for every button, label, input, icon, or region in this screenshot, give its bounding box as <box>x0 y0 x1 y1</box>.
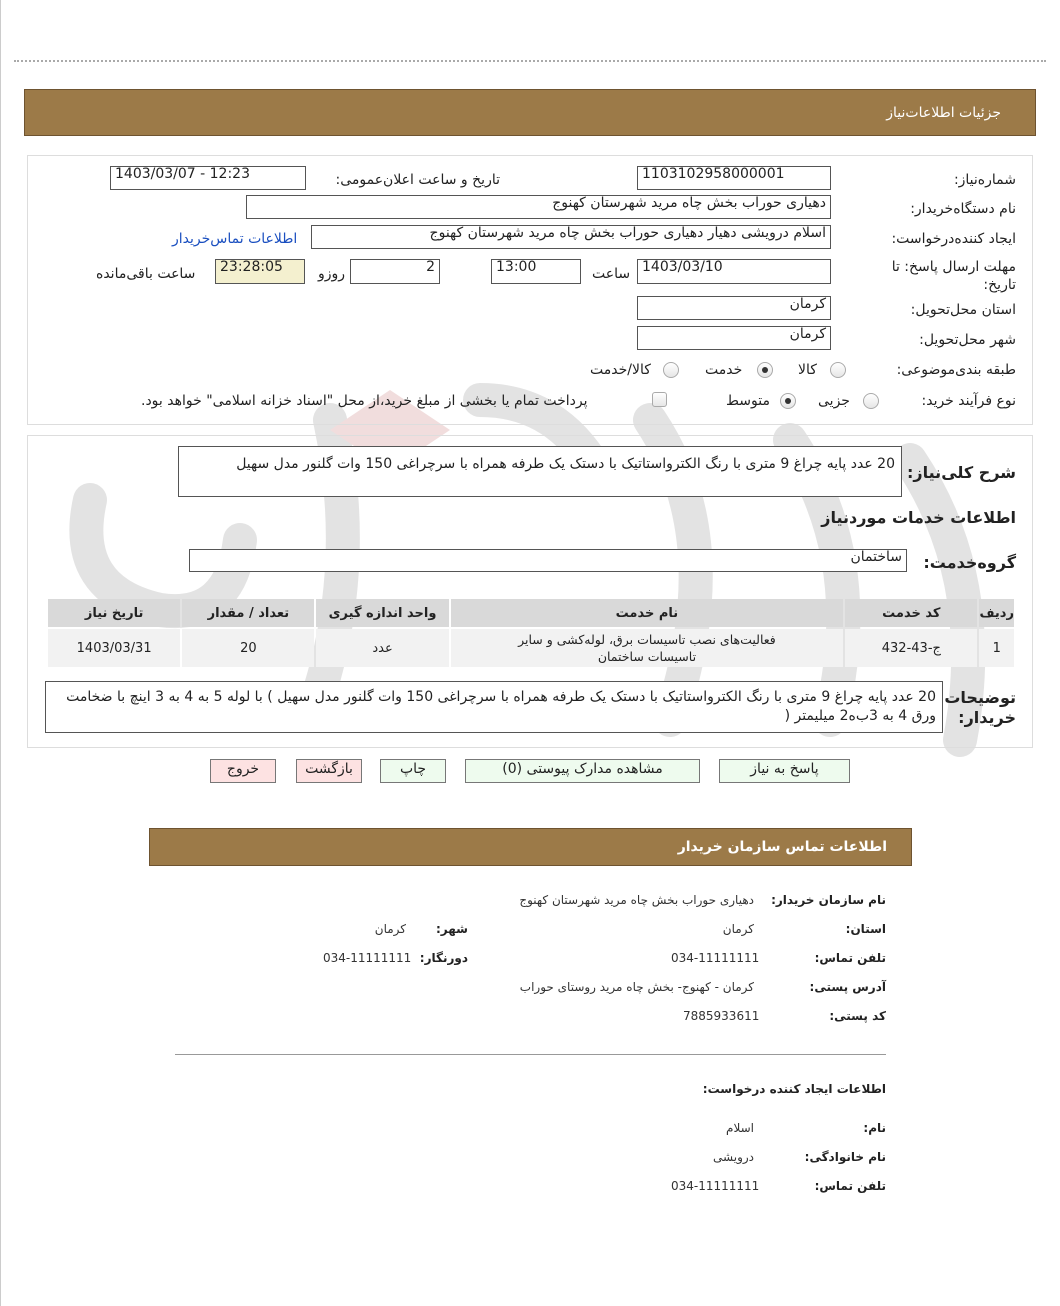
deadline-time-field: 13:00 <box>491 259 581 284</box>
contact-city-label: شهر: <box>436 922 468 936</box>
col-qty: تعداد / مقدار <box>182 599 314 627</box>
services-table-header <box>48 599 1014 627</box>
contact-fax-label: دورنگار: <box>419 951 468 965</box>
contact-org-value: دهیاری حوراب بخش چاه مرید شهرستان کهنوج <box>519 893 754 907</box>
buyer-org-field: دهیاری حوراب بخش چاه مرید شهرستان کهنوج <box>246 195 831 219</box>
process-radio-minor[interactable] <box>863 393 879 409</box>
category-radio-goods[interactable] <box>830 362 846 378</box>
print-button[interactable]: چاپ <box>380 759 446 783</box>
contact-address-label: آدرس پستی: <box>809 980 886 994</box>
services-table <box>46 597 1016 669</box>
process-radio-medium[interactable] <box>780 393 796 409</box>
creator-field: اسلام درویشی دهیار دهیاری حوراب بخش چاه مرید شهرستان کهنوج <box>311 225 831 249</box>
buyer-notes-text: 20 عدد پایه چراغ 9 متری با رنگ الکترواستاتیک با دستک یک طرفه همراه با سرچراغی 150 وات گلنور مدل سهیل ) با لوله 5 به 4 به 3 اینچ با ضخامت ورق 4 به 3ب‌ه2 میلیمتر ( <box>45 681 943 733</box>
remaining-label: ساعت باقی‌مانده <box>96 266 196 282</box>
creator-first-name-value: اسلام <box>726 1121 754 1135</box>
cell-date: 1403/03/31 <box>48 629 180 667</box>
process-label: نوع فرآیند خرید: <box>921 393 1016 409</box>
buyer-org-label: نام دستگاه‌خریدار: <box>910 201 1016 217</box>
col-date: تاریخ نیاز <box>48 599 180 627</box>
city-label: شهر محل‌تحویل: <box>919 332 1016 348</box>
creator-last-name-label: نام خانوادگی: <box>804 1150 886 1164</box>
deadline-date-field: 1403/03/10 <box>637 259 831 284</box>
category-option-service: خدمت <box>705 362 743 378</box>
announce-field: 1403/03/07 - 12:23 <box>110 166 306 190</box>
services-section-title: اطلاعات خدمات موردنیاز <box>821 508 1016 527</box>
category-radio-goods-service[interactable] <box>663 362 679 378</box>
process-option-minor: جزیی <box>818 393 850 409</box>
province-label: استان محل‌تحویل: <box>910 302 1016 318</box>
announce-label: تاریخ و ساعت اعلان‌عمومی: <box>335 172 500 188</box>
col-unit: واحد اندازه گیری <box>316 599 448 627</box>
page-header <box>24 89 1036 136</box>
buyer-notes-label: توضیحات خریدار: <box>944 688 1016 727</box>
cell-name: فعالیت‌های نصب تاسیسات برق، لوله‌کشی و سایر تاسیسات ساختمان <box>451 629 844 667</box>
cell-qty: 20 <box>182 629 314 667</box>
creator-info-title: اطلاعات ایجاد کننده درخواست: <box>702 1082 886 1096</box>
need-number-label: شماره‌نیاز: <box>953 172 1016 188</box>
days-field: 2 <box>350 259 440 284</box>
remaining-time-field: 23:28:05 <box>215 259 305 284</box>
category-radio-service[interactable] <box>757 362 773 378</box>
contact-province-value: کرمان <box>722 922 754 936</box>
table-row <box>48 629 1014 667</box>
province-field: کرمان <box>637 296 831 320</box>
payment-note: پرداخت تمام یا بخشی از مبلغ خرید،از محل "اسناد خزانه اسلامی" خواهد بود. <box>141 393 588 409</box>
back-button[interactable]: بازگشت <box>296 759 362 783</box>
contact-phone-label: تلفن تماس: <box>814 951 886 965</box>
category-label: طبقه بندی‌موضوعی: <box>896 362 1016 378</box>
treasury-payment-checkbox[interactable] <box>652 392 667 407</box>
exit-button[interactable]: خروج <box>210 759 276 783</box>
reply-button[interactable]: پاسخ به نیاز <box>719 759 850 783</box>
creator-phone-label: تلفن تماس: <box>814 1179 886 1193</box>
col-code: کد خدمت <box>845 599 977 627</box>
service-group-field: ساختمان <box>189 549 907 572</box>
creator-phone-value: 034-11111111 <box>671 1179 760 1193</box>
contact-phone-value: 034-11111111 <box>671 951 760 965</box>
col-row: ردیف <box>979 599 1014 627</box>
creator-last-name-value: درویشی <box>713 1150 754 1164</box>
creator-first-name-label: نام: <box>863 1121 886 1135</box>
contact-postal-value: 7885933611 <box>683 1009 760 1023</box>
view-docs-button[interactable]: مشاهده مدارک پیوستی (0) <box>465 759 700 783</box>
city-field: کرمان <box>637 326 831 350</box>
cell-row: 1 <box>979 629 1014 667</box>
description-label: شرح کلی‌نیاز: <box>907 463 1016 482</box>
buyer-contact-link[interactable]: اطلاعات تماس‌خریدار <box>172 231 298 247</box>
contact-city-value: کرمان <box>374 922 406 936</box>
days-label: روزو <box>318 266 346 282</box>
deadline-label: مهلت ارسال پاسخ: تا تاریخ: <box>891 259 1016 293</box>
page-title: جزئيات اطلاعات‌نیاز <box>886 104 1001 121</box>
category-option-goods-service: کالا/خدمت <box>590 362 651 378</box>
contact-fax-value: 034-11111111 <box>323 951 412 965</box>
contact-title: اطلاعات تماس سازمان خریدار <box>677 839 887 855</box>
contact-header <box>149 828 912 866</box>
creator-label: ایجاد کننده‌درخواست: <box>891 231 1016 247</box>
process-option-medium: متوسط <box>726 393 770 409</box>
service-group-label: گروه‌خدمت: <box>923 553 1016 572</box>
contact-province-label: استان: <box>845 922 886 936</box>
contact-address-value: کرمان - کهنوج- بخش چاه مرید روستای حوراب <box>519 980 754 994</box>
cell-unit: عدد <box>316 629 448 667</box>
cell-code: ج-43-432 <box>845 629 977 667</box>
deadline-time-label: ساعت <box>592 266 631 282</box>
contact-divider <box>175 1054 886 1055</box>
need-number-field: 1103102958000001 <box>637 166 831 190</box>
left-border <box>0 0 1 1306</box>
contact-postal-label: کد پستی: <box>829 1009 886 1023</box>
contact-org-label: نام سازمان خریدار: <box>771 893 886 907</box>
col-name: نام خدمت <box>451 599 844 627</box>
category-option-goods: کالا <box>798 362 817 378</box>
description-text: 20 عدد پایه چراغ 9 متری با رنگ الکترواستاتیک با دستک یک طرفه همراه با سرچراغی 150 وات گلنور مدل سهیل <box>178 446 902 497</box>
top-divider <box>14 60 1046 62</box>
